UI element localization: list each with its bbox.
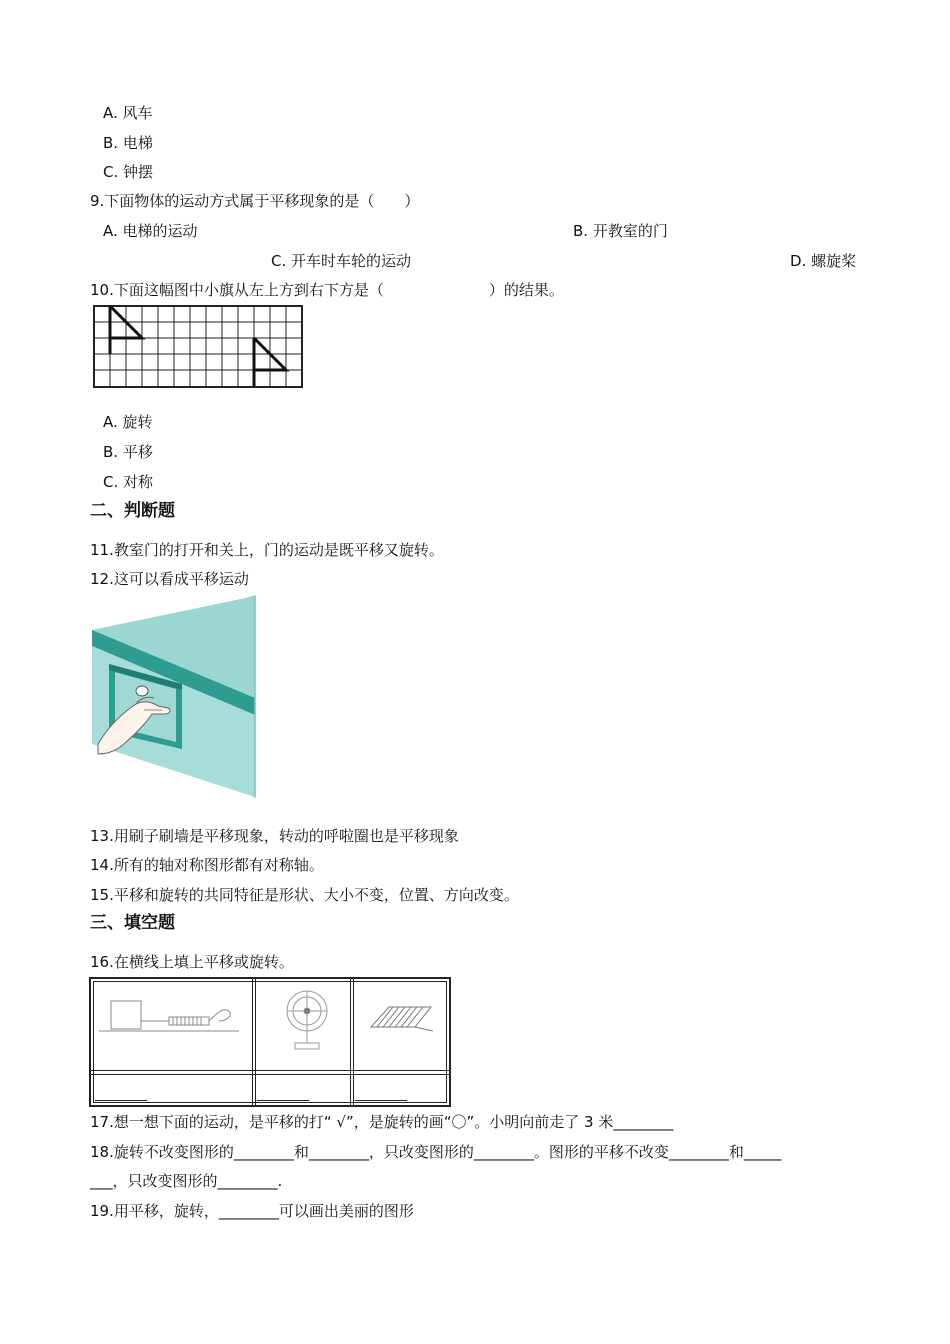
option-a: A. 风车 [103, 104, 153, 122]
question-14: 14.所有的轴对称图形都有对称轴。 [90, 856, 324, 874]
drawer-illustration [92, 594, 260, 800]
question-10: 10.下面这幅图中小旗从左上方到右下方是（ ）的结果。 [90, 281, 564, 299]
question-13: 13.用刷子刷墙是平移现象，转动的呼啦圈也是平移现象 [90, 827, 459, 845]
question-16-table [89, 977, 451, 1107]
question-12: 12.这可以看成平移运动 [90, 570, 249, 588]
question-9-option-c: C. 开车时车轮的运动 [271, 252, 412, 270]
question-16: 16.在横线上填上平移或旋转。 [90, 953, 294, 971]
fan-drawing [271, 983, 343, 1053]
spring-scale-drawing [99, 991, 239, 1041]
question-9: 9.下面物体的运动方式属于平移现象的是（ ） [90, 192, 420, 210]
question-10-option-c: C. 对称 [103, 473, 154, 491]
section-2-title: 二、判断题 [90, 501, 175, 521]
question-10-option-a: A. 旋转 [103, 413, 153, 431]
question-17: 17.想一想下面的运动，是平移的打“ √”，是旋转的画“〇”。小明向前走了 3 米________ [90, 1113, 674, 1131]
blank-1[interactable]: ________ [95, 1087, 147, 1102]
question-9-option-d: D. 螺旋桨 [790, 252, 857, 270]
question-11: 11.教室门的打开和关上，门的运动是既平移又旋转。 [90, 541, 444, 559]
question-10-option-b: B. 平移 [103, 443, 153, 461]
question-18-line-1: 18.旋转不改变图形的________和________，只改变图形的________。图形的平移不改变________和_____ [90, 1143, 782, 1161]
brush-drawing [365, 1001, 437, 1037]
section-3-title: 三、填空题 [90, 913, 175, 933]
question-19: 19.用平移，旋转，________可以画出美丽的图形 [90, 1202, 414, 1220]
question-18-line-2: ___，只改变图形的________. [90, 1172, 283, 1190]
blank-2[interactable]: ________ [257, 1087, 309, 1102]
option-b: B. 电梯 [103, 134, 153, 152]
option-c: C. 钟摆 [103, 163, 154, 181]
question-9-option-b: B. 开教室的门 [573, 222, 668, 240]
question-15: 15.平移和旋转的共同特征是形状、大小不变，位置、方向改变。 [90, 886, 519, 904]
flag-grid-figure [93, 305, 305, 390]
blank-3[interactable]: ________ [355, 1087, 407, 1102]
question-9-option-a: A. 电梯的运动 [103, 222, 198, 240]
